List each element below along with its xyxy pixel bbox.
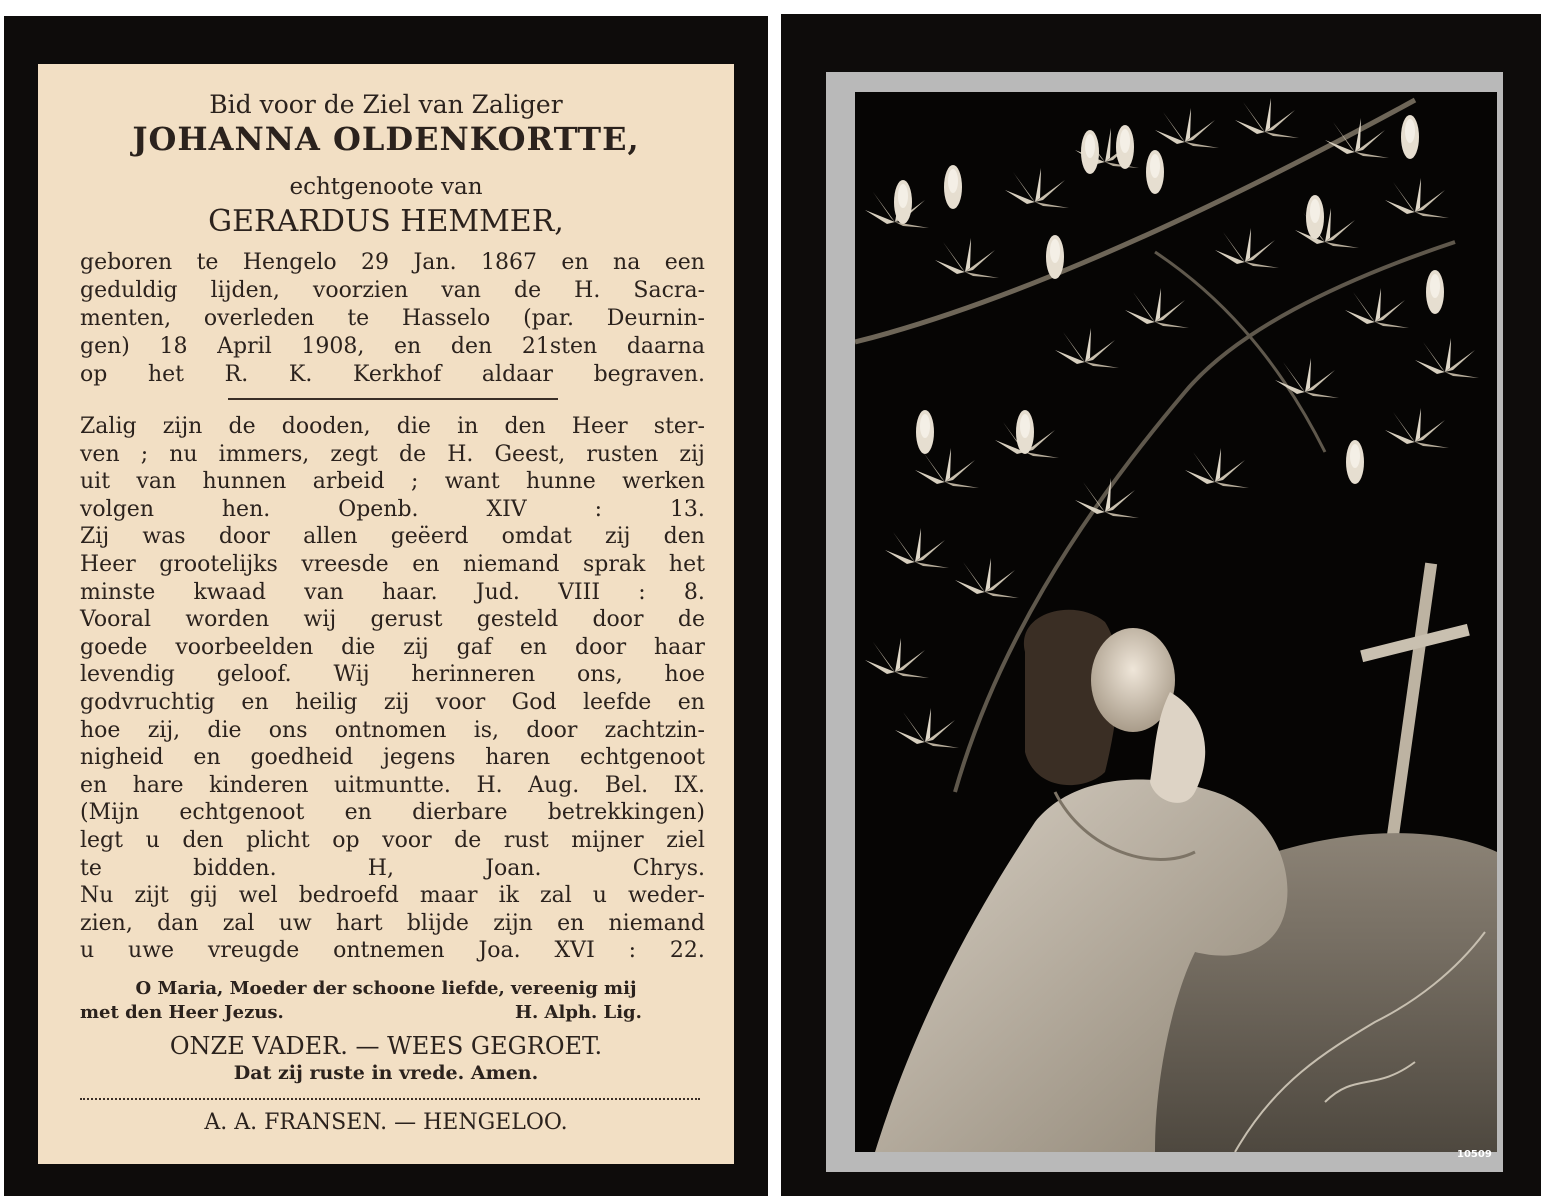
- spouse-name: GERARDUS HEMMER,: [208, 204, 564, 239]
- text-line: (Mijn echtgenoot en dierbare betrekkingen): [80, 800, 705, 826]
- text-line: Heer grootelijks vreesde en niemand sprak het: [80, 552, 705, 577]
- text-panel: [38, 64, 734, 1164]
- praying-figure-illustration: [855, 92, 1497, 1152]
- text-line: hoe zij, die ons ontnomen is, door zachtzin-: [80, 717, 705, 743]
- text-line: uit van hunnen arbeid ; want hunne werken: [80, 469, 705, 495]
- text-line: menten, overleden te Hasselo (par. Deurnin-: [80, 306, 705, 331]
- wooden-cross: [1360, 563, 1470, 852]
- text-line: minste kwaad van haar. Jud. VIII : 8.: [80, 579, 705, 605]
- devotional-image-card: [781, 14, 1541, 1196]
- text-line: te bidden. H, Joan. Chrys.: [80, 855, 705, 881]
- spouse-intro: echtgenoote van: [289, 174, 483, 200]
- prayer-line-2: [80, 1002, 680, 1023]
- text-line: levendig geloof. Wij herinneren ons, hoe: [80, 662, 705, 688]
- text-line: gen) 18 April 1908, en den 21sten daarna: [80, 334, 705, 359]
- chestnut-blossoms: [894, 115, 1444, 484]
- text-line: en hare kinderen uitmuntte. H. Aug. Bel. IX.: [80, 772, 705, 798]
- text-line: ven ; nu immers, zegt de H. Geest, rusten zij: [80, 441, 705, 467]
- text-line: godvruchtig en heilig zij voor God leefde en: [80, 690, 705, 715]
- text-line: Nu zijt gij wel bedroefd maar ik zal u weder-: [80, 883, 705, 909]
- memorial-text-card: [4, 16, 768, 1196]
- prayers-heading: ONZE VADER. — WEES GEGROET.: [169, 1032, 603, 1060]
- text-line: geboren te Hengelo 29 Jan. 1867 en na een: [80, 250, 705, 275]
- text-line: op het R. K. Kerkhof aldaar begraven.: [80, 362, 705, 387]
- text-line: zien, dan zal uw hart blijde zijn en niemand: [80, 910, 705, 936]
- prayer-line-1: O Maria, Moeder der schoone liefde, vereenig mij: [135, 978, 637, 999]
- text-line: volgen hen. Openb. XIV : 13.: [80, 496, 705, 522]
- branch: [855, 100, 1415, 342]
- text-line: geduldig lijden, voorzien van de H. Sacra-: [80, 278, 705, 303]
- text-line: Vooral worden wij gerust gesteld door de: [80, 607, 705, 633]
- dotted-divider: [80, 1098, 700, 1100]
- text-line: Zij was door allen geëerd omdat zij den: [80, 524, 705, 550]
- closing-line: Dat zij ruste in vrede. Amen.: [233, 1062, 539, 1084]
- invocation: Bid voor de Ziel van Zaliger: [209, 90, 563, 119]
- text-line: nigheid en goedheid jegens haren echtgenoot: [80, 745, 705, 771]
- prayer-source: H. Alph. Lig.: [515, 1002, 642, 1023]
- illustration-svg: [855, 92, 1497, 1152]
- text-line: legt u den plicht op voor de rust mijner ziel: [80, 828, 705, 853]
- divider: [228, 398, 558, 400]
- text-line: goede voorbeelden die zij gaf en door haar: [80, 634, 705, 660]
- branch: [1155, 252, 1325, 452]
- prayer-line-2-text: met den Heer Jezus.: [80, 1002, 284, 1023]
- text-line: Zalig zijn de dooden, die in den Heer ster-: [80, 414, 705, 439]
- plate-number: 10509: [1457, 1149, 1492, 1160]
- text-line: u uwe vreugde ontnemen Joa. XVI : 22.: [80, 938, 705, 964]
- printer-line: A. A. FRANSEN. — HENGELOO.: [204, 1110, 568, 1135]
- deceased-name: JOHANNA OLDENKORTTE,: [132, 120, 640, 158]
